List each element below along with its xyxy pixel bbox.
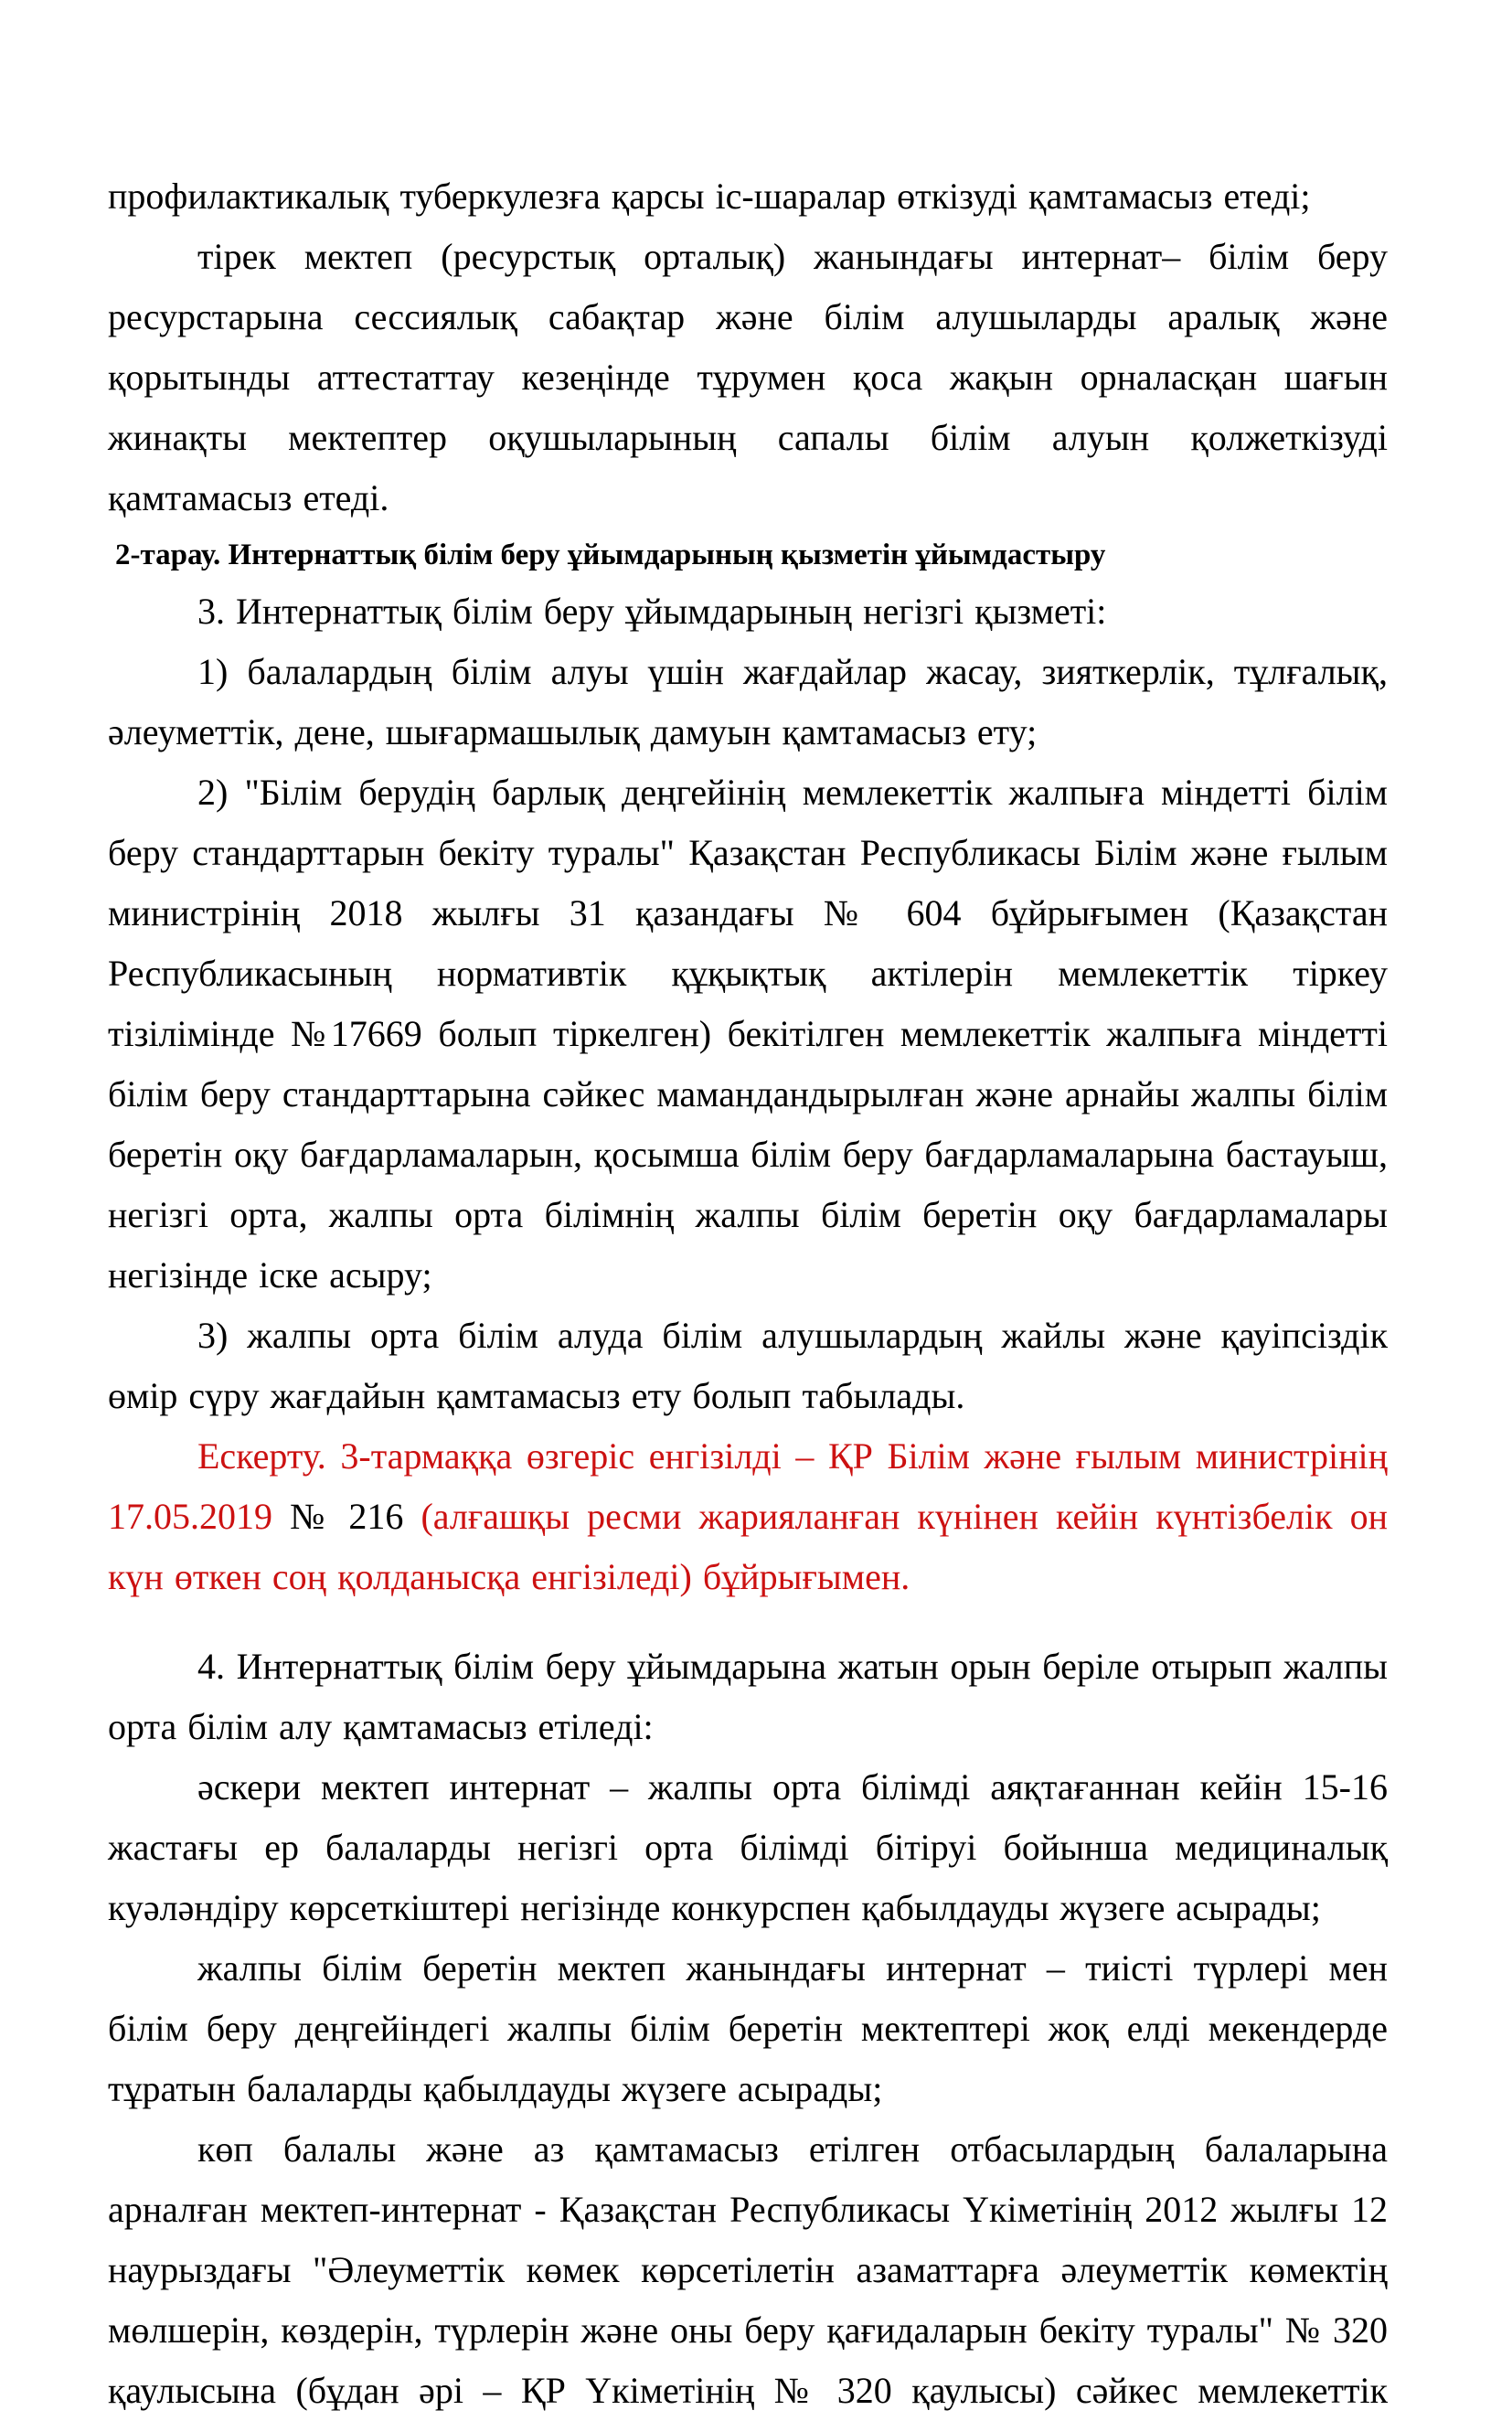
paragraph-large-families: көп балалы және аз қамтамасыз етілген отбасылардың балаларына арналған мектеп-интернат - Қазақстан Республикасы Үкіметінің 2012 жылғы 12 наурыздағы "Әлеуметтік көмек көрсетілетін азаматтарға әлеуметтік көмектің мөлшерін, көздерін, түрлерін және оны беру қағидаларын бекіту туралы" № 320 қаулысына (бұдан әрі – ҚР Үкіметінің № 320 қаулысы) сәйкес мемлекеттік [108, 2128, 1388, 2411]
paragraph-subpoint-1: 1) балалардың білім алуы үшін жағдайлар жасау, зияткерлік, тұлғалық, әлеуметтік, дене, шығармашылық дамуын қамтамасыз ету; [108, 651, 1388, 752]
amendment-note [108, 1426, 1388, 1607]
note-segment-red-1: Ескерту. 3-тармаққа өзгеріс енгізілді – ҚР Білім және ғылым министрінің 17.05.2019 [108, 1435, 1388, 1537]
note-segment-red-2: (алғашқы ресми жарияланған күнінен кейін күнтізбелік он күн өткен соң қолданысқа енгізіледі) бұйрығымен. [108, 1496, 1388, 1597]
paragraph-general-school-internat: жалпы білім беретін мектеп жанындағы интернат – тиісті түрлері мен білім беру деңгейіндегі жалпы білім беретін мектептері жоқ елді мекендерде тұратын балаларды қабылдауды жүзеге асырады; [108, 1947, 1388, 2109]
paragraph-subpoint-3: 3) жалпы орта білім алуда білім алушылардың жайлы және қауіпсіздік өмір сүру жағдайын қамтамасыз ету болып табылады. [108, 1315, 1388, 1416]
paragraph-military-school: әскери мектеп интернат – жалпы орта білімді аяқтағаннан кейін 15-16 жастағы ер балаларды негізгі орта білімді бітіруі бойынша медициналық куәләндіру көрсеткіштері негізінде конкурспен қабылдауды жүзеге асырады; [108, 1766, 1388, 1928]
chapter-heading: 2-тарау. Интернаттық білім беру ұйымдарының қызметін ұйымдастыру [115, 539, 1106, 571]
paragraph-subpoint-2: 2) "Білім берудің барлық деңгейінің мемлекеттік жалпыға міндетті білім беру стандарттарын бекіту туралы" Қазақстан Республикасы Білім және ғылым министрінің 2018 жылғы 31 қазандағы № 604 бұйрығымен (Қазақстан Республикасының нормативтік құқықтық актілерін мемлекеттік тіркеу тізілімінде №17669 болып тіркелген) бекітілген мемлекеттік жалпыға міндетті білім беру стандарттарына сәйкес мамандандырылған және арнайы жалпы білім беретін оқу бағдарламаларын, қосымша білім беру бағдарламаларына бастауыш, негізгі орта, жалпы орта білімнің жалпы білім беретін оқу бағдарламалары негізінде іске асыру; [108, 772, 1388, 1296]
paragraph-point-3-intro: 3. Интернаттық білім беру ұйымдарының негізгі қызметі: [197, 591, 1107, 632]
paragraph-tirek-mektep: тірек мектеп (ресурстық орталық) жанындағы интернат– білім беру ресурстарына сессиялық сабақтар және білім алушыларды аралық және қорытынды аттестаттау кезеңінде тұрумен қоса жақын орналасқан шағын жинақты мектептер оқушыларының сапалы білім алуын қолжеткізуді қамтамасыз етеді. [108, 236, 1388, 518]
paragraph-continuation: профилактикалық туберкулезға қарсы іс-шаралар өткізуді қамтамасыз етеді; [108, 176, 1311, 217]
note-segment-order-number: № 216 [290, 1496, 421, 1537]
paragraph-point-4-intro: 4. Интернаттық білім беру ұйымдарына жатын орын беріле отырып жалпы орта білім алу қамтамасыз етіледі: [108, 1646, 1388, 1747]
